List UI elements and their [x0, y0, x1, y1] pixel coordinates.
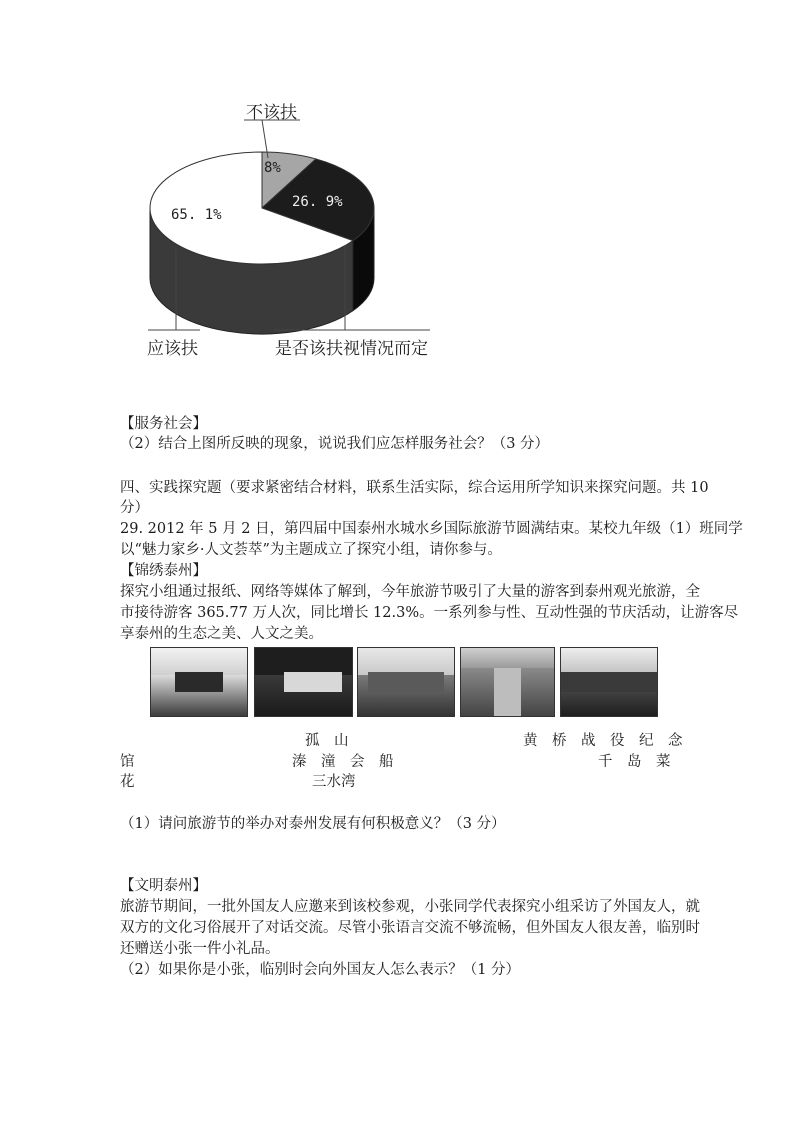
- caption-qiandao-part1: 千 岛 菜: [598, 754, 671, 770]
- slice-value-should-help: 65. 1%: [171, 207, 222, 223]
- taizhou-paragraph-line2: 市接待游客 365.77 万人次，同比增长 12.3%。一系列参与性、互动性强的节庆活动，让游客尽: [120, 605, 739, 621]
- civil-paragraph-line3: 还赠送小张一件小礼品。: [120, 941, 280, 957]
- legend-label-should-help: 应该扶: [147, 339, 198, 359]
- photo-sanshuiwan: [560, 647, 658, 717]
- civil-paragraph-line2: 双方的文化习俗展开了对话交流。尽管小张语言交流不够流畅，但外国友人很友善，临别时: [120, 920, 700, 936]
- question-service-society: （2）结合上图所反映的现象，说说我们应怎样服务社会？（3 分）: [120, 436, 550, 452]
- taizhou-paragraph-line3: 享泰州的生态之美、人文之美。: [120, 626, 323, 642]
- civil-paragraph-line1: 旅游节期间，一批外国友人应邀来到该校参观，小张同学代表探究小组采访了外国友人，就: [120, 899, 700, 915]
- caption-qintong: 溱 潼 会 船: [292, 754, 394, 770]
- legend-label-not-help: 不该扶: [246, 103, 297, 123]
- taizhou-paragraph-line1: 探究小组通过报纸、网络等媒体了解到，今年旅游节吸引了大量的游客到泰州观光旅游，全: [120, 584, 700, 600]
- slice-value-depends: 26. 9%: [292, 194, 343, 210]
- caption-huangqiao-part1: 黄 桥 战 役 纪 念: [523, 733, 683, 749]
- photo-qiandao-cauliflower: [460, 647, 555, 717]
- q29-line1: 29. 2012 年 5 月 2 日，第四届中国泰州水城水乡国际旅游节圆满结束。某校九年级（1）班同学: [120, 521, 743, 537]
- heading-jinxiu-taizhou: 【锦绣泰州】: [120, 563, 207, 579]
- section-four-heading-line2: 分）: [120, 500, 149, 516]
- photo-qintong-boat-festival: [357, 647, 455, 717]
- question-tourism-significance: （1）请问旅游节的举办对泰州发展有何积极意义？（3 分）: [120, 816, 506, 832]
- photo-gushan: [150, 647, 248, 717]
- heading-civilized-taizhou: 【文明泰州】: [120, 878, 207, 894]
- caption-sanshuiwan: 三水湾: [312, 774, 356, 790]
- section-four-heading-line1: 四、实践探究题（要求紧密结合材料，联系生活实际，综合运用所学知识来探究问题。共 10: [120, 480, 709, 496]
- caption-qiandao-part2: 花: [120, 774, 135, 790]
- heading-service-society: 【服务社会】: [120, 416, 207, 432]
- legend-label-depends: 是否该扶视情况而定: [275, 339, 428, 359]
- pie-chart-svg: [0, 0, 800, 380]
- caption-gushan: 孤 山: [305, 733, 349, 749]
- question-farewell: （2）如果你是小张，临别时会向外国友人怎么表示？（1 分）: [120, 962, 521, 978]
- caption-huangqiao-part2: 馆: [120, 754, 135, 770]
- photo-huangqiao-memorial: [254, 647, 353, 717]
- q29-line2: 以“魅力家乡·人文荟萃”为主题成立了探究小组，请你参与。: [120, 542, 502, 558]
- slice-value-not-help: 8%: [264, 160, 281, 176]
